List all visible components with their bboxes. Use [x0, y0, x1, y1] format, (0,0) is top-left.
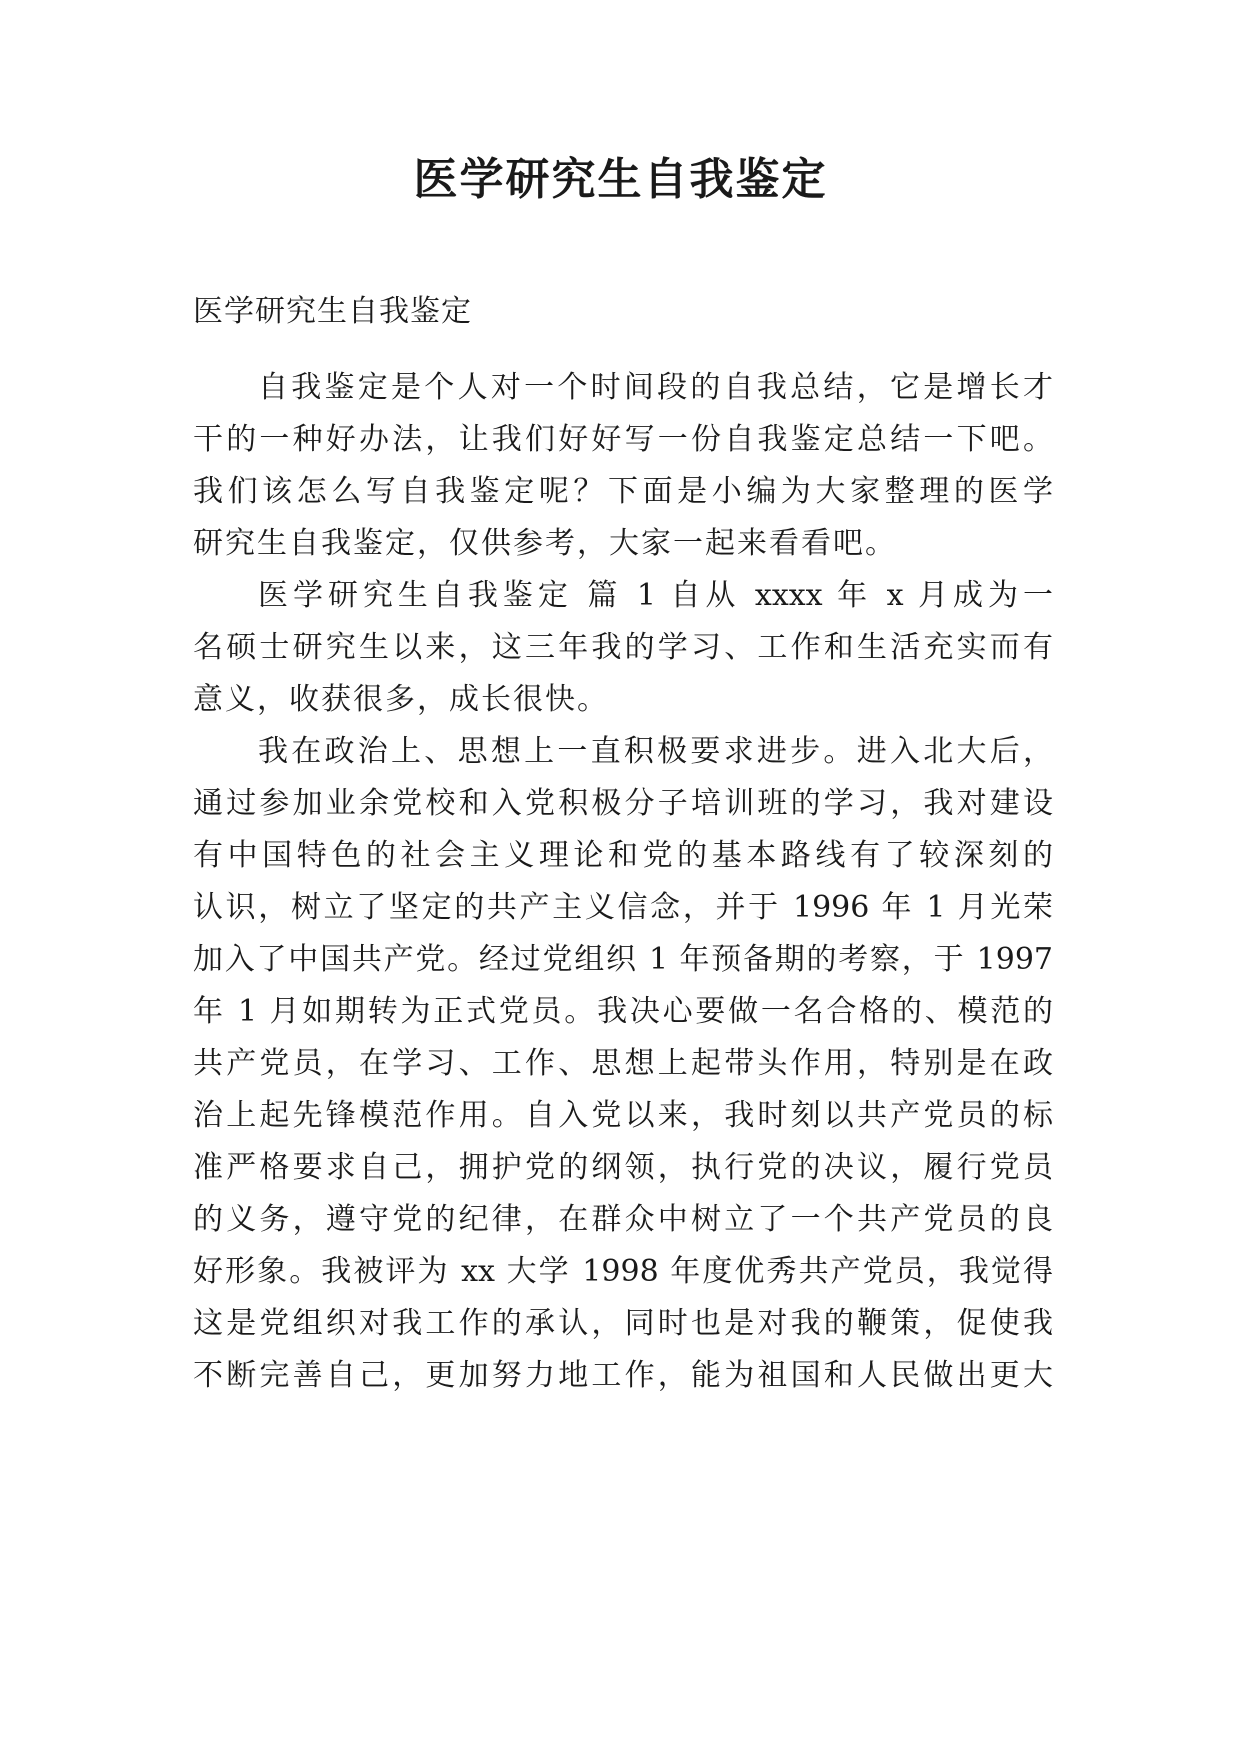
- paragraph-line: 不断完善自己，更加努力地工作，能为祖国和人民做出更大: [193, 1358, 1053, 1393]
- paragraph-line: 我在政治上、思想上一直积极要求进步。进入北大后，: [258, 734, 1053, 769]
- paragraph-line: 准严格要求自己，拥护党的纲领，执行党的决议，履行党员: [193, 1150, 1053, 1185]
- paragraph-line: 通过参加业余党校和入党积极分子培训班的学习，我对建设: [193, 786, 1053, 821]
- paragraph-line: 研究生自我鉴定，仅供参考，大家一起来看看吧。: [193, 526, 897, 561]
- paragraph-line: 治上起先锋模范作用。自入党以来，我时刻以共产党员的标: [193, 1098, 1053, 1133]
- paragraph-line: 的义务，遵守党的纪律，在群众中树立了一个共产党员的良: [193, 1202, 1053, 1237]
- document-subtitle: 医学研究生自我鉴定: [193, 294, 472, 329]
- paragraph-line: 干的一种好办法，让我们好好写一份自我鉴定总结一下吧。: [193, 422, 1053, 457]
- paragraph-line: 加入了中国共产党。经过党组织 1 年预备期的考察，于 1997: [193, 942, 1053, 977]
- document-title: 医学研究生自我鉴定: [413, 154, 828, 205]
- paragraph-line: 自我鉴定是个人对一个时间段的自我总结，它是增长才: [258, 370, 1053, 405]
- paragraph-line: 我们该怎么写自我鉴定呢？下面是小编为大家整理的医学: [193, 474, 1053, 509]
- paragraph-line: 这是党组织对我工作的承认，同时也是对我的鞭策，促使我: [193, 1306, 1053, 1341]
- paragraph-line: 意义，收获很多，成长很快。: [193, 682, 609, 717]
- paragraph-line: 名硕士研究生以来，这三年我的学习、工作和生活充实而有: [193, 630, 1053, 665]
- paragraph-line: 有中国特色的社会主义理论和党的基本路线有了较深刻的: [193, 838, 1053, 873]
- paragraph-line: 好形象。我被评为 xx 大学 1998 年度优秀共产党员，我觉得: [193, 1254, 1053, 1289]
- paragraph-line: 医学研究生自我鉴定 篇 1 自从 xxxx 年 x 月成为一: [258, 578, 1053, 613]
- paragraph-line: 年 1 月如期转为正式党员。我决心要做一名合格的、模范的: [193, 994, 1053, 1029]
- paragraph-line: 认识，树立了坚定的共产主义信念，并于 1996 年 1 月光荣: [193, 890, 1053, 925]
- paragraph-line: 共产党员，在学习、工作、思想上起带头作用，特别是在政: [193, 1046, 1053, 1081]
